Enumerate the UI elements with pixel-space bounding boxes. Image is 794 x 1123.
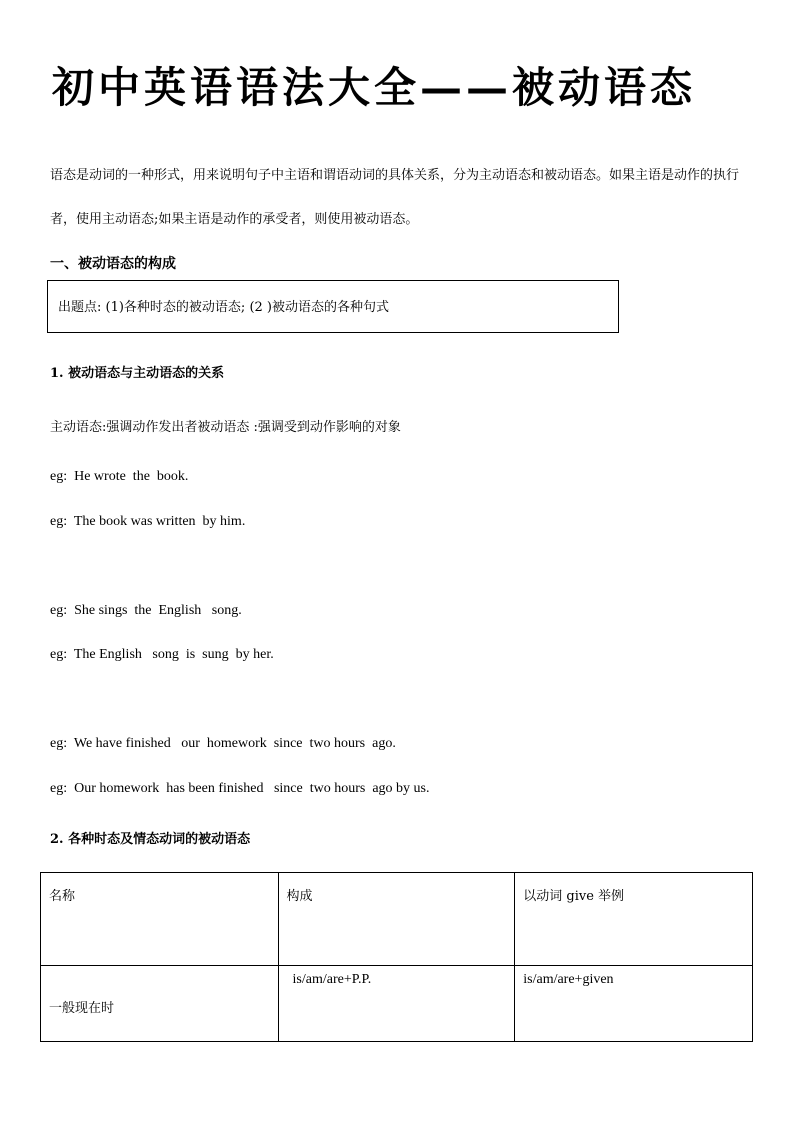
example-line: eg: The English song is sung by her.	[50, 647, 274, 662]
table-cell: is/am/are+given	[515, 966, 753, 1042]
table-cell: 一般现在时	[41, 966, 279, 1042]
header-cell-name: 名称	[41, 873, 279, 966]
section-heading-construction: 一、被动语态的构成	[50, 256, 176, 272]
example-line: eg: Our homework has been finished since two hours ago by us.	[50, 781, 430, 796]
example-line: eg: We have finished our homework since two hours ago.	[50, 736, 396, 751]
subheading-relation: 1. 被动语态与主动语态的关系	[50, 366, 225, 381]
header-cell-form: 构成	[278, 873, 515, 966]
header-cell-example: 以动词 give 举例	[515, 873, 753, 966]
table-row	[41, 966, 753, 1042]
subheading-tenses: 2. 各种时态及情态动词的被动语态	[50, 832, 251, 847]
table-cell: is/am/are+P.P.	[278, 966, 515, 1042]
example-line: eg: The book was written by him.	[50, 514, 246, 529]
example-line: eg: He wrote the book.	[50, 469, 189, 484]
tense-table	[40, 872, 753, 1042]
page-title: 初中英语语法大全——被动语态	[52, 63, 697, 112]
table-header-row	[41, 873, 753, 966]
key-point-text: 出题点: (1)各种时态的被动语态; (2 )被动语态的各种句式	[58, 300, 389, 315]
intro-paragraph: 语态是动词的一种形式，用来说明句子中主语和谓语动词的具体关系，分为主动语态和被动语态。如果主语是动作的执行者，使用主动语态;如果主语是动作的承受者，则使用被动语态。	[50, 168, 740, 227]
definition-line: 主动语态:强调动作发出者被动语态 :强调受到动作影响的对象	[50, 420, 401, 435]
key-point-box	[47, 280, 619, 333]
example-line: eg: She sings the English song.	[50, 603, 242, 618]
